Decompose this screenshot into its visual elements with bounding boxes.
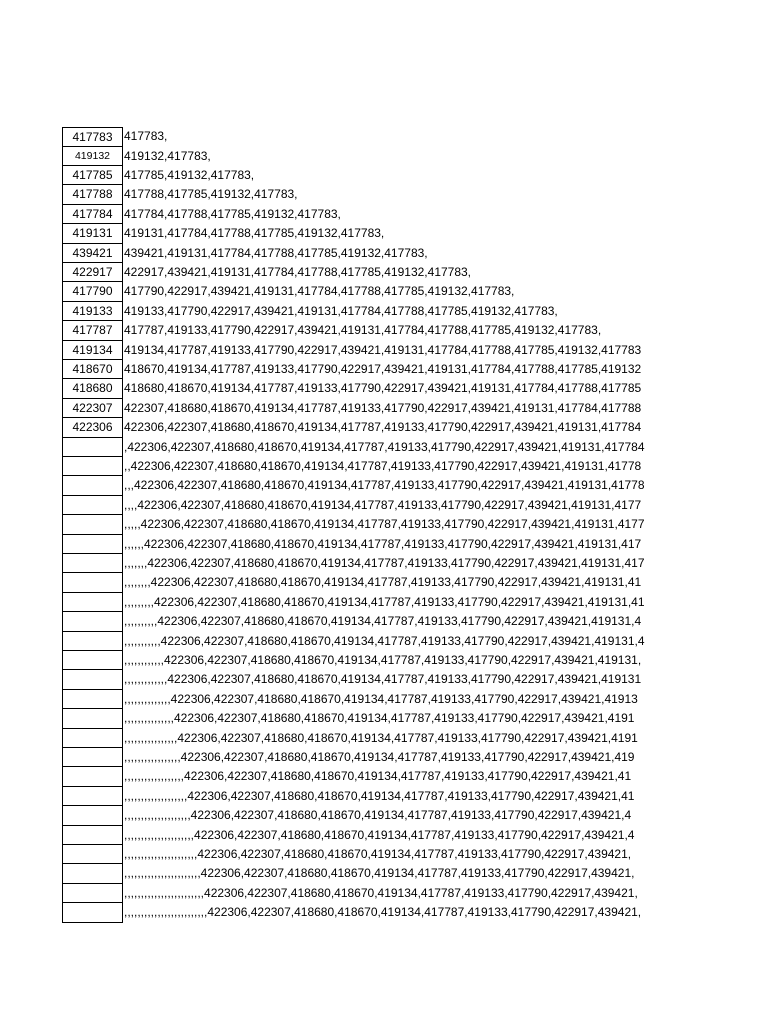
id-cell[interactable] (62, 864, 123, 883)
id-cell[interactable]: 419131 (62, 224, 123, 243)
table-row (0, 127, 768, 146)
id-cell[interactable] (62, 535, 123, 554)
concatenated-list-cell[interactable]: 417783, (124, 129, 168, 144)
id-cell[interactable] (62, 612, 123, 631)
table-row (0, 690, 768, 709)
table-row (0, 729, 768, 748)
table-row (0, 826, 768, 845)
concatenated-list-cell[interactable]: 417784,417788,417785,419132,417783, (124, 206, 341, 221)
id-cell[interactable]: 417783 (62, 127, 123, 146)
id-cell[interactable] (62, 787, 123, 806)
table-row (0, 632, 768, 651)
concatenated-list-cell[interactable]: ,,,,,,,,,,,,,422306,422307,418680,418670,419134,417787,419133,417790,422917,439421,419131 (124, 672, 642, 687)
id-cell[interactable] (62, 476, 123, 495)
table-row (0, 496, 768, 515)
table-row (0, 806, 768, 825)
id-cell[interactable] (62, 457, 123, 476)
id-cell[interactable] (62, 806, 123, 825)
table-row (0, 748, 768, 767)
table-row (0, 147, 768, 166)
concatenated-list-cell[interactable]: 419131,417784,417788,417785,419132,417783, (124, 226, 385, 241)
id-cell[interactable]: 419132 (62, 147, 123, 166)
table-row (0, 573, 768, 592)
id-cell[interactable]: 417784 (62, 205, 123, 224)
table-row (0, 651, 768, 670)
concatenated-list-cell[interactable]: ,,,,,,422306,422307,418680,418670,419134,417787,419133,417790,422917,439421,419131,417 (124, 536, 642, 551)
table-row (0, 438, 768, 457)
table-row (0, 185, 768, 204)
table-row (0, 341, 768, 360)
table-row (0, 476, 768, 495)
table-row (0, 418, 768, 437)
table-row (0, 767, 768, 786)
concatenated-list-cell[interactable]: ,,,,,422306,422307,418680,418670,419134,417787,419133,417790,422917,439421,419131,4177 (124, 517, 645, 532)
concatenated-list-cell[interactable]: 422917,439421,419131,417784,417788,417785,419132,417783, (124, 265, 472, 279)
table-row (0, 593, 768, 612)
table-row (0, 302, 768, 321)
id-cell[interactable] (62, 515, 123, 534)
table-row (0, 360, 768, 379)
concatenated-list-cell[interactable]: 417787,419133,417790,422917,439421,419131,417784,417788,417785,419132,417783, (124, 323, 602, 338)
id-cell[interactable]: 417785 (62, 166, 123, 185)
id-cell[interactable]: 417790 (62, 282, 123, 301)
concatenated-list-cell[interactable]: ,,,,,,,,,,,,,,,,,,422306,422307,418680,418670,419134,417787,419133,417790,422917,439421,41 (124, 769, 632, 784)
concatenated-list-cell[interactable]: ,,,,,,,,,,,,,,,,,,,,422306,422307,418680,418670,419134,417787,419133,417790,422917,439421,4 (124, 808, 632, 823)
concatenated-list-cell[interactable]: ,,,422306,422307,418680,418670,419134,417787,419133,417790,422917,439421,419131,41778 (124, 478, 645, 493)
concatenated-list-cell[interactable]: 419132,417783, (124, 148, 211, 163)
id-cell[interactable] (62, 884, 123, 903)
table-row (0, 535, 768, 554)
concatenated-list-cell[interactable]: ,,,,,,,,422306,422307,418680,418670,419134,417787,419133,417790,422917,439421,419131,41 (124, 575, 642, 590)
id-cell[interactable] (62, 593, 123, 612)
table-row (0, 379, 768, 398)
id-cell[interactable]: 418680 (62, 379, 123, 398)
concatenated-list-cell[interactable]: 439421,419131,417784,417788,417785,419132,417783, (124, 245, 428, 260)
concatenated-list-cell[interactable]: ,,,,,,,,,,,,,,,,,,,,,,,,,422306,422307,418680,418670,419134,417787,419133,417790,422917,439421, (124, 905, 642, 920)
id-cell[interactable]: 417787 (62, 321, 123, 340)
id-cell[interactable] (62, 573, 123, 592)
id-cell[interactable] (62, 709, 123, 728)
id-cell[interactable]: 422917 (62, 263, 123, 282)
concatenated-list-cell[interactable]: 419133,417790,422917,439421,419131,417784,417788,417785,419132,417783, (124, 303, 558, 318)
concatenated-list-cell[interactable]: ,,,,,,,422306,422307,418680,418670,419134,417787,419133,417790,422917,439421,419131,417 (124, 556, 645, 570)
id-cell[interactable] (62, 670, 123, 689)
table-row (0, 224, 768, 243)
id-cell[interactable]: 417788 (62, 185, 123, 204)
table-row (0, 884, 768, 903)
concatenated-list-cell[interactable]: ,,,,,,,,,,,,,,,,422306,422307,418680,418670,419134,417787,419133,417790,422917,439421,4191 (124, 730, 638, 745)
id-cell[interactable] (62, 845, 123, 864)
concatenated-list-cell[interactable]: 422306,422307,418680,418670,419134,417787,419133,417790,422917,439421,419131,417784 (124, 420, 642, 435)
concatenated-list-cell[interactable]: 418680,418670,419134,417787,419133,417790,422917,439421,419131,417784,417788,417785 (124, 381, 642, 396)
table-row (0, 263, 768, 282)
concatenated-list-cell[interactable]: ,,,,,,,,,,,,,,,,,,,422306,422307,418680,418670,419134,417787,419133,417790,422917,439421,41 (124, 788, 635, 803)
concatenated-list-cell[interactable]: 417785,419132,417783, (124, 168, 255, 182)
id-cell[interactable]: 418670 (62, 360, 123, 379)
table-row (0, 457, 768, 476)
table-row (0, 554, 768, 573)
table-row (0, 670, 768, 689)
table-row (0, 515, 768, 534)
concatenated-list-cell[interactable]: ,,,,,,,,,,,422306,422307,418680,418670,419134,417787,419133,417790,422917,439421,419131,4 (124, 633, 645, 648)
concatenated-list-cell[interactable]: ,,,,,,,,,,,,,,,,,422306,422307,418680,418670,419134,417787,419133,417790,422917,439421,419 (124, 750, 635, 764)
table-row (0, 166, 768, 185)
table-row (0, 787, 768, 806)
concatenated-list-cell[interactable]: ,,422306,422307,418680,418670,419134,417787,419133,417790,422917,439421,419131,41778 (124, 459, 642, 473)
id-cell[interactable]: 439421 (62, 244, 123, 263)
id-cell[interactable] (62, 438, 123, 457)
concatenated-list-cell[interactable]: ,,,,,,,,,,,,422306,422307,418680,418670,419134,417787,419133,417790,422917,439421,419131, (124, 653, 642, 667)
concatenated-list-cell[interactable]: ,,,,,,,,,,,,,,422306,422307,418680,418670,419134,417787,419133,417790,422917,439421,41913 (124, 691, 638, 706)
id-cell[interactable] (62, 554, 123, 573)
table-row (0, 864, 768, 883)
id-cell[interactable] (62, 496, 123, 515)
concatenated-list-cell[interactable]: ,,,,,,,,,422306,422307,418680,418670,419134,417787,419133,417790,422917,439421,419131,41 (124, 594, 645, 609)
concatenated-list-cell[interactable]: 419134,417787,419133,417790,422917,439421,419131,417784,417788,417785,419132,417783 (124, 342, 642, 357)
concatenated-list-cell[interactable]: 422307,418680,418670,419134,417787,419133,417790,422917,439421,419131,417784,417788 (124, 400, 642, 415)
id-cell[interactable] (62, 632, 123, 651)
id-cell[interactable] (62, 729, 123, 748)
id-cell[interactable]: 422306 (62, 418, 123, 437)
table-row (0, 321, 768, 340)
table-row (0, 612, 768, 631)
id-cell[interactable] (62, 651, 123, 670)
concatenated-list-cell[interactable]: ,,,,,,,,,,,,,,,,,,,,,,,422306,422307,418680,418670,419134,417787,419133,417790,422917,439421, (124, 866, 635, 881)
table-row (0, 399, 768, 418)
id-cell[interactable] (62, 903, 123, 922)
concatenated-list-cell[interactable]: 417790,422917,439421,419131,417784,417788,417785,419132,417783, (124, 284, 515, 299)
table-row (0, 845, 768, 864)
id-cell[interactable]: 419134 (62, 341, 123, 360)
table-row (0, 244, 768, 263)
concatenated-list-cell[interactable]: ,422306,422307,418680,418670,419134,417787,419133,417790,422917,439421,419131,417784 (124, 439, 645, 454)
id-cell[interactable]: 422307 (62, 399, 123, 418)
id-cell[interactable] (62, 690, 123, 709)
concatenated-list-cell[interactable]: ,,,,422306,422307,418680,418670,419134,417787,419133,417790,422917,439421,419131,4177 (124, 497, 642, 512)
concatenated-list-cell[interactable]: ,,,,,,,,,,,,,,,,,,,,,,,,422306,422307,418680,418670,419134,417787,419133,417790,422917,439421, (124, 885, 638, 900)
id-cell[interactable]: 419133 (62, 302, 123, 321)
id-cell[interactable] (62, 748, 123, 767)
concatenated-list-cell[interactable]: ,,,,,,,,,,,,,,,,,,,,,422306,422307,418680,418670,419134,417787,419133,417790,422917,439421,4 (124, 827, 635, 842)
table-row (0, 205, 768, 224)
table-row (0, 709, 768, 728)
concatenated-list-cell[interactable]: 418670,419134,417787,419133,417790,422917,439421,419131,417784,417788,417785,419132 (124, 362, 642, 376)
concatenated-list-cell[interactable]: ,,,,,,,,,,,,,,,,,,,,,,422306,422307,418680,418670,419134,417787,419133,417790,422917,439421, (124, 847, 632, 861)
table-row (0, 282, 768, 301)
concatenated-list-cell[interactable]: ,,,,,,,,,,422306,422307,418680,418670,419134,417787,419133,417790,422917,439421,419131,4 (124, 614, 642, 629)
id-cell[interactable] (62, 767, 123, 786)
concatenated-list-cell[interactable]: ,,,,,,,,,,,,,,,422306,422307,418680,418670,419134,417787,419133,417790,422917,439421,4191 (124, 711, 635, 726)
table-row (0, 903, 768, 922)
id-cell[interactable] (62, 826, 123, 845)
concatenated-list-cell[interactable]: 417788,417785,419132,417783, (124, 187, 298, 202)
